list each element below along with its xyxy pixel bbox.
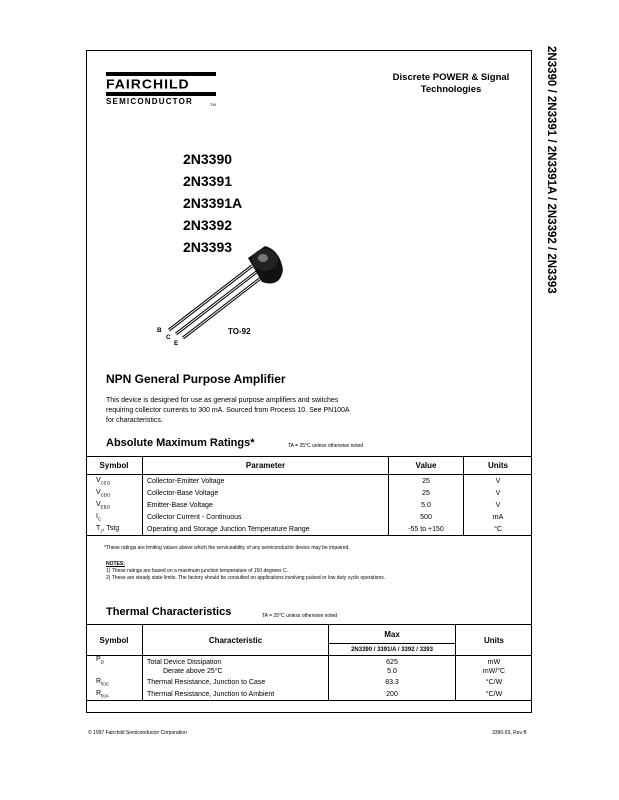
characteristic-2: Derate above 25°C [163,668,223,675]
units: °C [464,523,533,536]
col-symbol: Symbol [86,625,143,656]
table-row [86,499,532,511]
part-number: 2N3392 [183,217,233,233]
units: °C/W [456,676,533,688]
table-header-row [86,625,532,644]
note-2: 2) These are steady state limits. The factory should be consulted on applications involving pulsed or low duty cycle operations. [106,575,386,581]
symbol: R [96,677,102,685]
symbol-extra: , Tstg [102,524,120,532]
doc-revision: 3390-93, Rev B [492,730,527,736]
units: mW [487,659,501,666]
col-max: Max [329,625,456,644]
parameter: Collector Current - Continuous [143,511,389,523]
max-subheader: 2N3390 / 3391/A / 3392 / 3393 [329,644,456,656]
units-2: mW/°C [482,668,506,675]
amr-note: TA = 25°C unless otherwise noted [288,443,364,449]
parameter: Operating and Storage Junction Temperature Range [143,523,389,536]
table-row [86,523,532,536]
table-row [86,688,532,701]
part-number: 2N3393 [183,239,233,255]
notes-label: NOTES: [106,561,125,567]
part-number: 2N3390 [183,151,233,167]
col-value: Value [389,457,464,475]
table-row [86,676,532,688]
units: V [464,487,533,499]
symbol: I [96,512,98,520]
thermal-heading: Thermal Characteristics [106,606,232,618]
side-title [538,46,558,371]
characteristic: Thermal Resistance, Junction to Case [143,676,329,688]
symbol: V [96,476,101,484]
units: V [464,475,533,488]
value: 5.0 [389,499,464,511]
category-heading [366,72,536,96]
amr-table [86,456,532,536]
device-description: This device is designed for use as general purpose amplifiers and switches requiring collector currents to 300 mA. Sourced from Process 10. See PN100A for characteristics. [106,397,350,424]
max-value: 625 [386,659,398,666]
copyright-text: 1997 Fairchild Semiconductor Corporation [93,730,187,736]
value: 25 [389,475,464,488]
table-row [86,511,532,523]
copyright [88,730,187,736]
characteristic: Thermal Resistance, Junction to Ambient [143,688,329,701]
category-line2: Technologies [420,84,482,95]
category-line1: Discrete POWER & Signal [392,72,510,83]
side-title-text: 2N3390 / 2N3391 / 2N3391A / 2N3392 / 2N3393 [545,46,557,294]
symbol-sub: θJA [101,693,109,699]
units: °C/W [456,688,533,701]
characteristic: Total Device Dissipation [147,659,222,666]
package-label: TO-92 [228,327,251,336]
value: 500 [389,511,464,523]
parameter: Emitter-Base Voltage [143,499,389,511]
col-characteristic: Characteristic [143,625,329,656]
parameter: Collector-Emitter Voltage [143,475,389,488]
thermal-note: TA = 25°C unless otherwise noted [262,613,338,619]
part-number: 2N3391A [183,195,243,211]
symbol-sub: θJC [101,681,110,687]
col-parameter: Parameter [143,457,389,475]
symbol: R [96,689,102,697]
symbol: V [96,488,101,496]
symbol-sub: D [100,659,104,665]
units: mA [464,511,533,523]
thermal-table [86,624,532,701]
symbol-sub: CEO [100,480,111,486]
pin-label-c: C [166,334,171,341]
symbol: T [96,524,101,532]
pin-label-b: B [157,327,162,334]
amr-footnote: *These ratings are limiting values above which the serviceability of any semiconductor device may be impaired. [104,545,350,551]
units: V [464,499,533,511]
value: -55 to +150 [389,523,464,536]
copyright-icon: © [88,730,94,736]
table-row [86,656,532,677]
parameter: Collector-Base Voltage [143,487,389,499]
col-units: Units [456,625,533,656]
to92-package-icon [150,180,290,340]
symbol-sub: C [97,516,102,522]
part-number: 2N3391 [183,173,233,189]
table-header-row [86,457,532,475]
col-units: Units [464,457,533,475]
symbol: V [96,500,101,508]
logo-sub: SEMICONDUCTOR [106,97,194,106]
symbol-sub: EBO [100,504,111,510]
symbol-sub: CBO [100,492,111,498]
amr-heading: Absolute Maximum Ratings* [106,437,255,449]
max-value-2: 5.0 [387,668,397,675]
max-value: 83.3 [329,676,456,688]
device-title: NPN General Purpose Amplifier [106,372,286,386]
fairchild-logo [106,72,216,106]
logo-word: FAIRCHILD [106,76,190,92]
pin-label-e: E [174,340,179,347]
max-value: 200 [329,688,456,701]
note-1: 1) These ratings are based on a maximum junction temperature of 150 degrees C. [106,568,288,574]
trademark: TM [210,102,216,107]
table-row [86,475,532,488]
symbol-sub: J [100,528,103,534]
col-symbol: Symbol [86,457,143,475]
symbol: P [96,656,101,663]
value: 25 [389,487,464,499]
table-row [86,487,532,499]
